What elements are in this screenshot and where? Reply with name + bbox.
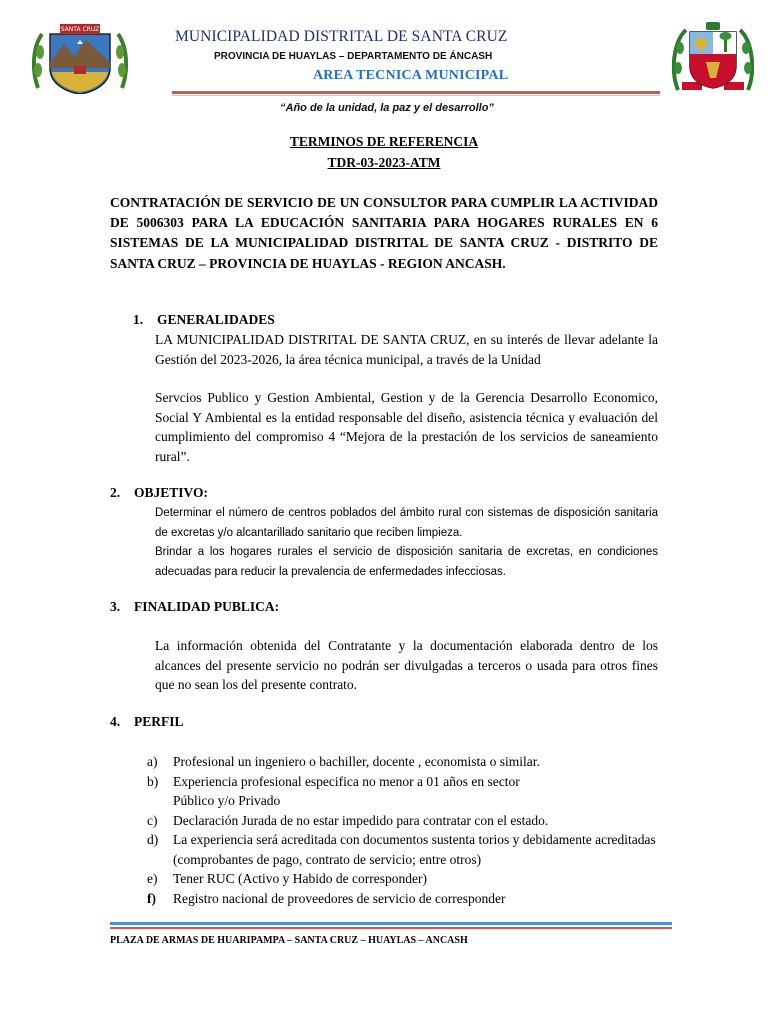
section-1-title: GENERALIDADES xyxy=(157,312,275,327)
section-3-paragraph-1: La información obtenida del Contratante y la documentación elaborada dentro de los alcances del presente servicio no podrán ser divulgadas a terceros o usada para otros fines que no sean los del presente contrato. xyxy=(155,638,658,692)
section-2-paragraph-2: Brindar a los hogares rurales el servicio de disposición sanitaria de excretas, en condiciones adecuadas para reducir la prevalencia de enfermedades infecciosas. xyxy=(155,546,658,578)
list-item xyxy=(147,830,667,869)
municipality-title: MUNICIPALIDAD DISTRITAL DE SANTA CRUZ xyxy=(175,28,508,45)
section-3-title: FINALIDAD PUBLICA: xyxy=(134,599,280,614)
document-title: TERMINOS DE REFERENCIA xyxy=(289,134,479,149)
svg-text:SANTA CRUZ: SANTA CRUZ xyxy=(60,26,100,33)
section-4-number: 4. xyxy=(110,714,121,729)
list-item xyxy=(147,772,667,811)
list-item xyxy=(147,811,667,831)
municipal-shield-emblem-icon xyxy=(30,22,130,94)
area-name: AREA TECNICA MUNICIPAL xyxy=(313,68,509,83)
section-4-title: PERFIL xyxy=(134,714,184,729)
list-item-label: e) xyxy=(147,871,158,886)
section-3-heading xyxy=(110,599,279,615)
section-4-heading xyxy=(110,714,184,730)
list-item-label: a) xyxy=(147,754,158,769)
section-1-paragraph-2: Servcios Publico y Gestion Ambiental, Gestion y de la Gerencia Desarrollo Economico, Social Y Ambiental es la entidad responsable del diseño, asistencia técnica y evaluación del cumplimiento del compromiso 4 “Mejora de la prestación de los servicios de saneamiento rural”. xyxy=(155,390,658,464)
header-rule-gray xyxy=(172,95,660,96)
year-motto: “Año de la unidad, la paz y el desarrollo” xyxy=(280,102,494,114)
province-subtitle: PROVINCIA DE HUAYLAS – DEPARTAMENTO DE ÁNCASH xyxy=(214,51,493,62)
list-item xyxy=(147,869,667,889)
list-item-text: La experiencia será acreditada con documentos sustenta torios y debidamente acreditadas (comprobantes de pago, contrato de servicio; entre otros) xyxy=(173,832,656,867)
section-2-heading xyxy=(110,485,208,501)
intro-paragraph: CONTRATACIÓN DE SERVICIO DE UN CONSULTOR PARA CUMPLIR LA ACTIVIDAD DE 5006303 PARA LA EDUCACIÓN SANITARIA PARA HOGARES RURALES EN 6 SISTEMAS DE LA MUNICIPALIDAD DISTRITAL DE SANTA CRUZ - DISTRITO DE SANTA CRUZ – PROVINCIA DE HUAYLAS - REGION ANCASH. xyxy=(110,195,658,271)
section-3-number: 3. xyxy=(110,599,121,614)
list-item xyxy=(147,752,667,772)
list-item-label: c) xyxy=(147,812,158,828)
footer-address: PLAZA DE ARMAS DE HUARIPAMPA – SANTA CRUZ – HUAYLAS – ANCASH xyxy=(110,935,468,946)
footer-rule-blue xyxy=(110,922,672,925)
list-item-text: Tener RUC (Activo y Habido de corresponder) xyxy=(173,871,427,886)
section-2-paragraph-1: Determinar el número de centros poblados del ámbito rural con sistemas de disposición sanitaria de excretas y/o alcantarillado sanitario que reciben limpieza. xyxy=(155,507,658,539)
header-rule-red xyxy=(172,91,660,94)
peru-coat-of-arms-icon xyxy=(672,20,754,102)
list-item-label: f) xyxy=(147,890,156,906)
list-item-text: Declaración Jurada de no estar impedido para contratar con el estado. xyxy=(173,812,549,828)
list-item xyxy=(147,889,667,909)
footer-rule-red xyxy=(110,927,672,929)
section-2-title: OBJETIVO: xyxy=(134,485,208,500)
list-item-text: Experiencia profesional especifica no menor a 01 años en sector Público y/o Privado xyxy=(173,773,520,808)
document-code: TDR-03-2023-ATM xyxy=(327,155,441,170)
section-2-number: 2. xyxy=(110,485,121,500)
profile-list xyxy=(147,752,667,908)
section-1-number: 1. xyxy=(133,312,144,327)
list-item-label: b) xyxy=(147,773,159,789)
list-item-text: Profesional un ingeniero o bachiller, docente , economista o similar. xyxy=(173,754,540,769)
list-item-label: d) xyxy=(147,832,159,847)
section-1-heading xyxy=(133,312,275,328)
section-1-paragraph-1: LA MUNICIPALIDAD DISTRITAL DE SANTA CRUZ, en su interés de llevar adelante la Gestión del 2023-2026, la área técnica municipal, a través de la Unidad xyxy=(155,332,658,367)
list-item-text: Registro nacional de proveedores de servicio de corresponder xyxy=(173,890,506,906)
